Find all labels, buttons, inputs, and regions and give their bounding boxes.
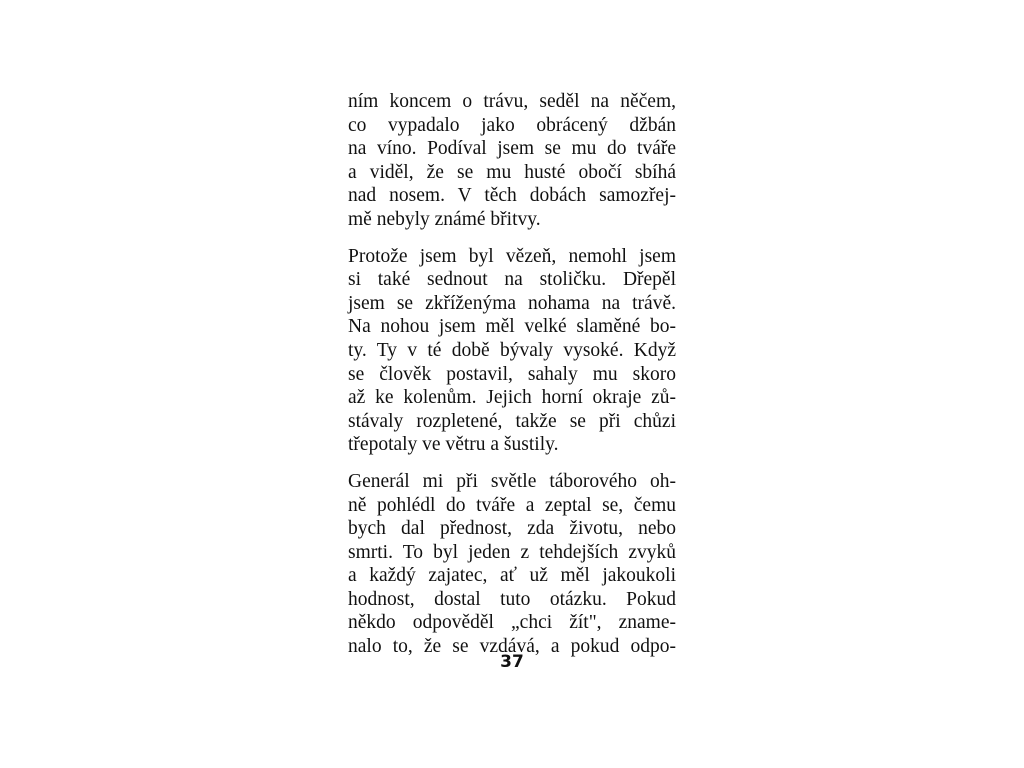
paragraph-1 xyxy=(348,90,676,232)
text-line: třepotaly ve větru a šustily. xyxy=(348,434,559,456)
text-line: stávaly rozpletené, takže se při chůzi xyxy=(348,410,676,432)
text-line: ním koncem o trávu, seděl na něčem, xyxy=(348,91,676,112)
text-line: Protože jsem byl vězeň, nemohl jsem xyxy=(348,245,676,267)
text-line: na víno. Podíval jsem se mu do tváře xyxy=(348,138,676,160)
text-line: Generál mi při světle táborového oh- xyxy=(348,470,676,492)
text-line: jsem se zkříženýma nohama na trávě. xyxy=(348,292,676,314)
text-line: až ke kolenům. Jejich horní okraje zů- xyxy=(348,387,676,409)
text-line: bych dal přednost, zda životu, nebo xyxy=(348,518,676,540)
text-line: si také sednout na stoličku. Dřepěl xyxy=(348,269,676,291)
text-line: Na nohou jsem měl velké slaměné bo- xyxy=(348,316,676,338)
text-line: se člověk postavil, sahaly mu skoro xyxy=(348,363,676,385)
text-line: smrti. To byl jeden z tehdejších zvyků xyxy=(348,541,676,563)
page-number: 37 xyxy=(500,652,524,672)
body-text xyxy=(348,90,676,672)
text-line: někdo odpověděl „chci žít", zname- xyxy=(348,612,676,634)
text-line: ně pohlédl do tváře a zeptal se, čemu xyxy=(348,494,676,516)
text-line: a každý zajatec, ať už měl jakoukoli xyxy=(348,565,676,587)
text-line: hodnost, dostal tuto otázku. Pokud xyxy=(348,588,676,610)
text-line: nad nosem. V těch dobách samozřej- xyxy=(348,185,676,207)
text-line: a viděl, že se mu husté obočí sbíhá xyxy=(348,161,676,183)
text-line: co vypadalo jako obrácený džbán xyxy=(348,114,676,136)
text-line: mě nebyly známé břitvy. xyxy=(348,208,541,230)
text-line: ty. Ty v té době bývaly vysoké. Když xyxy=(348,339,676,361)
paragraph-3 xyxy=(348,470,676,659)
paragraph-2 xyxy=(348,245,676,457)
text-line: nalo to, že se vzdává, a pokud odpo- xyxy=(348,636,676,658)
